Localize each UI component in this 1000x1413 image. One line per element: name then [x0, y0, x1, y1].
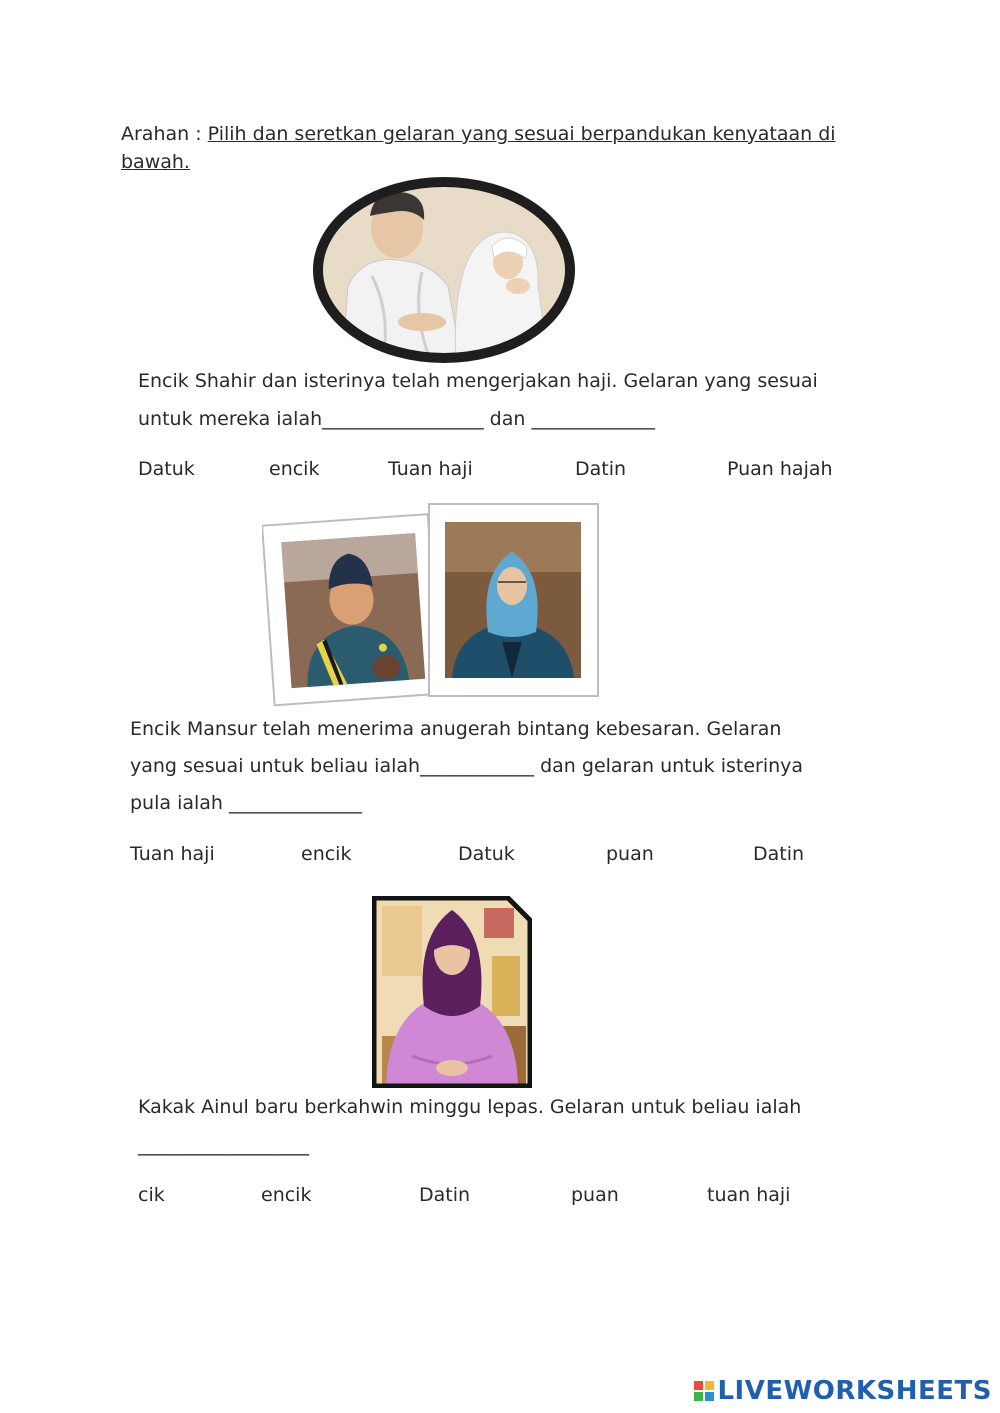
hajj-couple-image — [312, 176, 576, 364]
q3-option-tuan-haji[interactable]: tuan haji — [707, 1184, 791, 1206]
q2-option-encik[interactable]: encik — [301, 843, 352, 865]
liveworksheets-logo — [694, 1376, 992, 1406]
q3-sentence-1: Kakak Ainul baru berkahwin minggu lepas. Gelaran untuk beliau ialah — [138, 1096, 802, 1118]
q2-option-tuan-haji[interactable]: Tuan haji — [130, 843, 215, 865]
instruction-prefix: Arahan : — [121, 123, 208, 145]
q3-option-encik[interactable]: encik — [261, 1184, 312, 1206]
q2-sentence-1: Encik Mansur telah menerima anugerah bintang kebesaran. Gelaran — [130, 718, 782, 740]
q1-option-puan-hajah[interactable]: Puan hajah — [727, 458, 833, 480]
q3-option-puan[interactable]: puan — [571, 1184, 619, 1206]
q2-option-puan[interactable]: puan — [606, 843, 654, 865]
q1-sentence-1: Encik Shahir dan isterinya telah mengerjakan haji. Gelaran yang sesuai — [138, 370, 818, 392]
q1-option-datuk[interactable]: Datuk — [138, 458, 195, 480]
q3-option-cik[interactable]: cik — [138, 1184, 165, 1206]
instruction-text-2: bawah. — [121, 151, 190, 173]
q1-sentence-2: untuk mereka ialah_________________ dan _____________ — [138, 408, 655, 430]
q3-option-datin[interactable]: Datin — [419, 1184, 471, 1206]
woman-purple-image — [372, 896, 532, 1088]
q2-sentence-3: pula ialah ______________ — [130, 792, 362, 814]
q1-option-encik[interactable]: encik — [269, 458, 320, 480]
instruction-text-1: Pilih dan seretkan gelaran yang sesuai berpandukan kenyataan di — [207, 123, 836, 145]
q2-option-datuk[interactable]: Datuk — [458, 843, 515, 865]
logo-text: LIVEWORKSHEETS — [717, 1376, 992, 1406]
q3-answer-blank: __________________ — [138, 1134, 309, 1156]
q2-sentence-2: yang sesuai untuk beliau ialah____________ dan gelaran untuk isterinya — [130, 755, 804, 777]
q1-option-tuan-haji[interactable]: Tuan haji — [388, 458, 473, 480]
instruction — [121, 120, 881, 176]
q2-option-datin[interactable]: Datin — [753, 843, 805, 865]
datuk-datin-photos-image — [262, 502, 602, 712]
q1-option-datin[interactable]: Datin — [575, 458, 627, 480]
logo-blocks-icon — [694, 1381, 714, 1401]
